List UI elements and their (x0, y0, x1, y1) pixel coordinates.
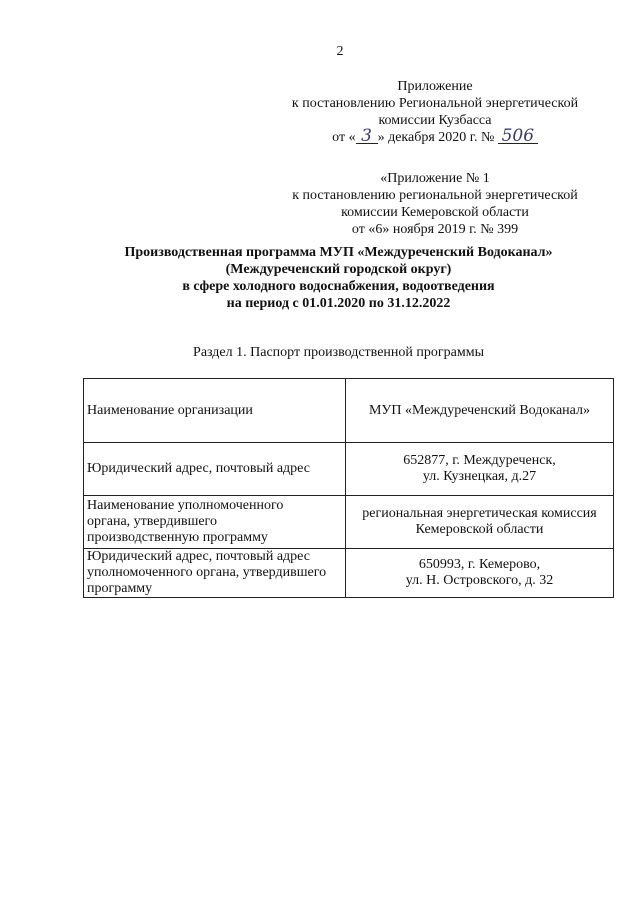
label-line: производственную программу (87, 530, 268, 545)
table-row (84, 379, 614, 443)
original-commission-line: комиссии Кемеровской области (341, 205, 529, 220)
title-line-1: Производственная программа МУП «Междуреченский Водоканал» (124, 245, 553, 260)
date-middle: » декабря 2020 г. № (377, 130, 495, 145)
handwritten-number: 506 (498, 130, 538, 144)
value-line: ул. Н. Островского, д. 32 (405, 573, 554, 588)
handwritten-day: 3 (356, 130, 378, 144)
label-line: Наименование уполномоченного (87, 498, 284, 513)
label-line: уполномоченного органа, утвердившего (87, 565, 327, 580)
date-prefix: от « (332, 130, 356, 145)
page-number: 2 (336, 44, 344, 59)
label-line: Юридический адрес, почтовый адрес (87, 549, 310, 564)
row-value (346, 549, 614, 598)
row-value (346, 496, 614, 549)
row-label: Наименование организации (84, 379, 346, 443)
section-heading: Раздел 1. Паспорт производственной программы (193, 345, 484, 360)
original-date-line: от «6» ноября 2019 г. № 399 (351, 222, 519, 237)
appendix-header (255, 78, 615, 146)
value-line: региональная энергетическая комиссия (362, 506, 597, 521)
table-row (84, 549, 614, 598)
value-line: 650993, г. Кемерово, (418, 557, 541, 572)
row-value (346, 443, 614, 496)
original-appendix-header (255, 170, 615, 238)
title-line-3: в сфере холодного водоснабжения, водоотведения (182, 279, 495, 294)
appendix-date-line (255, 126, 615, 146)
row-label (84, 549, 346, 598)
appendix-title: Приложение (397, 79, 473, 94)
row-value: МУП «Междуреченский Водоканал» (346, 379, 614, 443)
value-line: Кемеровской области (415, 522, 544, 537)
row-label (84, 496, 346, 549)
document-title (60, 244, 617, 312)
label-line: программу (87, 581, 153, 596)
value-line: 652877, г. Междуреченск, (403, 453, 556, 468)
row-label: Юридический адрес, почтовый адрес (84, 443, 346, 496)
appendix-resolution-line: к постановлению Региональной энергетической (291, 96, 579, 111)
original-appendix-title: «Приложение № 1 (380, 171, 490, 186)
label-line: органа, утвердившего (87, 514, 217, 529)
original-resolution-line: к постановлению региональной энергетической (292, 188, 578, 203)
passport-table (83, 378, 614, 598)
appendix-commission-line: комиссии Кузбасса (378, 113, 492, 128)
table-row (84, 496, 614, 549)
table-row (84, 443, 614, 496)
title-line-2: (Междуреченский городской округ) (225, 262, 452, 277)
value-line: ул. Кузнецкая, д.27 (422, 469, 537, 484)
title-line-4: на период с 01.01.2020 по 31.12.2022 (226, 296, 451, 311)
